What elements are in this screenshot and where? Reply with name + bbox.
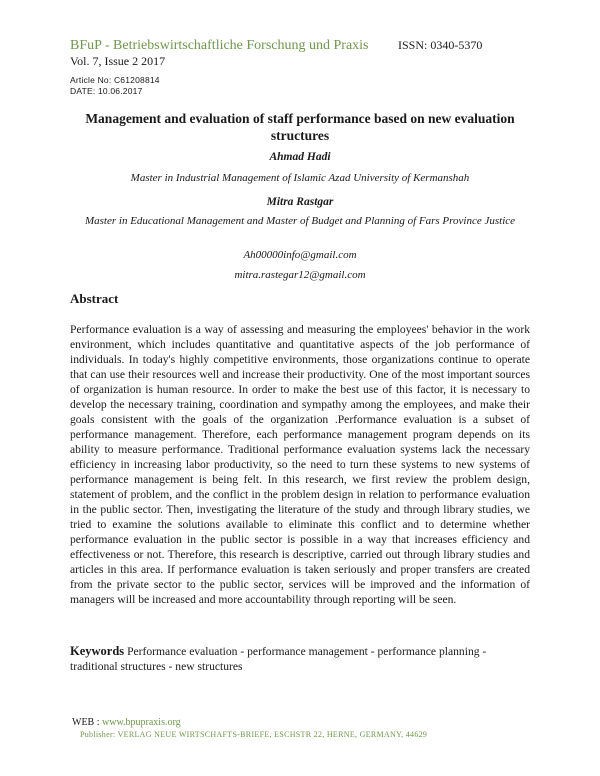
abstract-heading: Abstract (70, 291, 119, 306)
journal-title: BFuP - Betriebswirtschaftliche Forschung und Praxis (70, 38, 369, 53)
footer-publisher: Publisher: VERLAG NEUE WIRTSCHAFTS-BRIEFE, ESCHSTR 22, HERNE, GERMANY, 44629 (80, 730, 428, 739)
paper-title: Management and evaluation of staff performance based on new evaluation structures (85, 111, 515, 143)
abstract-text: Performance evaluation is a way of assessing and measuring the employees' behavior in the work environment, which includes quantitative and quantitative aspects of the job performance of individuals. In today's highly competitive environments, those organizations continue to operate that can use their resources well and increase their productivity. One of the most important sources of organization is human resource. In order to make the best use of this factor, it is necessary to develop the necessary training, coordination and sympathy among the employees, and make their goals consistent with the goals of the organization .Performance evaluation is a subset of performance management. Therefore, each performance management program depends on its ability to measure performance. Traditional performance evaluation systems lack the necessary efficiency in increasing labor productivity, so the need to turn these systems to new systems of performance management is being felt. In this research, we first review the problem design, statement of problem, and the conflict in the problem design in relation to performance evaluation in the public sector. Then, investigating the literature of the study and through library studies, we tried to examine the solutions available to eliminate this conflict and to determine whether performance evaluation in the public sector is possible in a way that increases efficiency and effectiveness or not. Therefore, this research is descriptive, carried out through library studies and articles in this area. If performance evaluation is taken seriously and proper transfers are created from the private sector to the public sector, services will be improved and the information of managers will be increased and more accountability through reporting will be seen. (70, 323, 530, 606)
keywords-text: Performance evaluation - performance management - performance planning - traditional structures - new structures (70, 645, 487, 673)
author-name-2: Mitra Rastgar (266, 196, 334, 208)
author-email-2: mitra.rastegar12@gmail.com (234, 269, 366, 281)
volume-issue: Vol. 7, Issue 2 2017 (70, 54, 166, 68)
article-date: DATE: 10.06.2017 (70, 86, 143, 96)
author-name-1: Ahmad Hadi (269, 151, 331, 163)
issn: ISSN: 0340-5370 (398, 38, 483, 52)
article-number: Article No: C61208814 (70, 75, 160, 85)
keywords-label: Keywords (70, 644, 125, 658)
author-affiliation-2: Master in Educational Management and Master of Budget and Planning of Fars Province Justice (84, 215, 516, 227)
footer-web-label: WEB : (72, 717, 102, 728)
footer-web-url[interactable]: www.bpupraxis.org (102, 717, 181, 728)
author-email-1: Ah00000info@gmail.com (243, 249, 357, 261)
keywords (70, 644, 530, 674)
author-affiliation-1: Master in Industrial Management of Islamic Azad University of Kermanshah (130, 172, 470, 184)
footer-web (72, 717, 181, 728)
